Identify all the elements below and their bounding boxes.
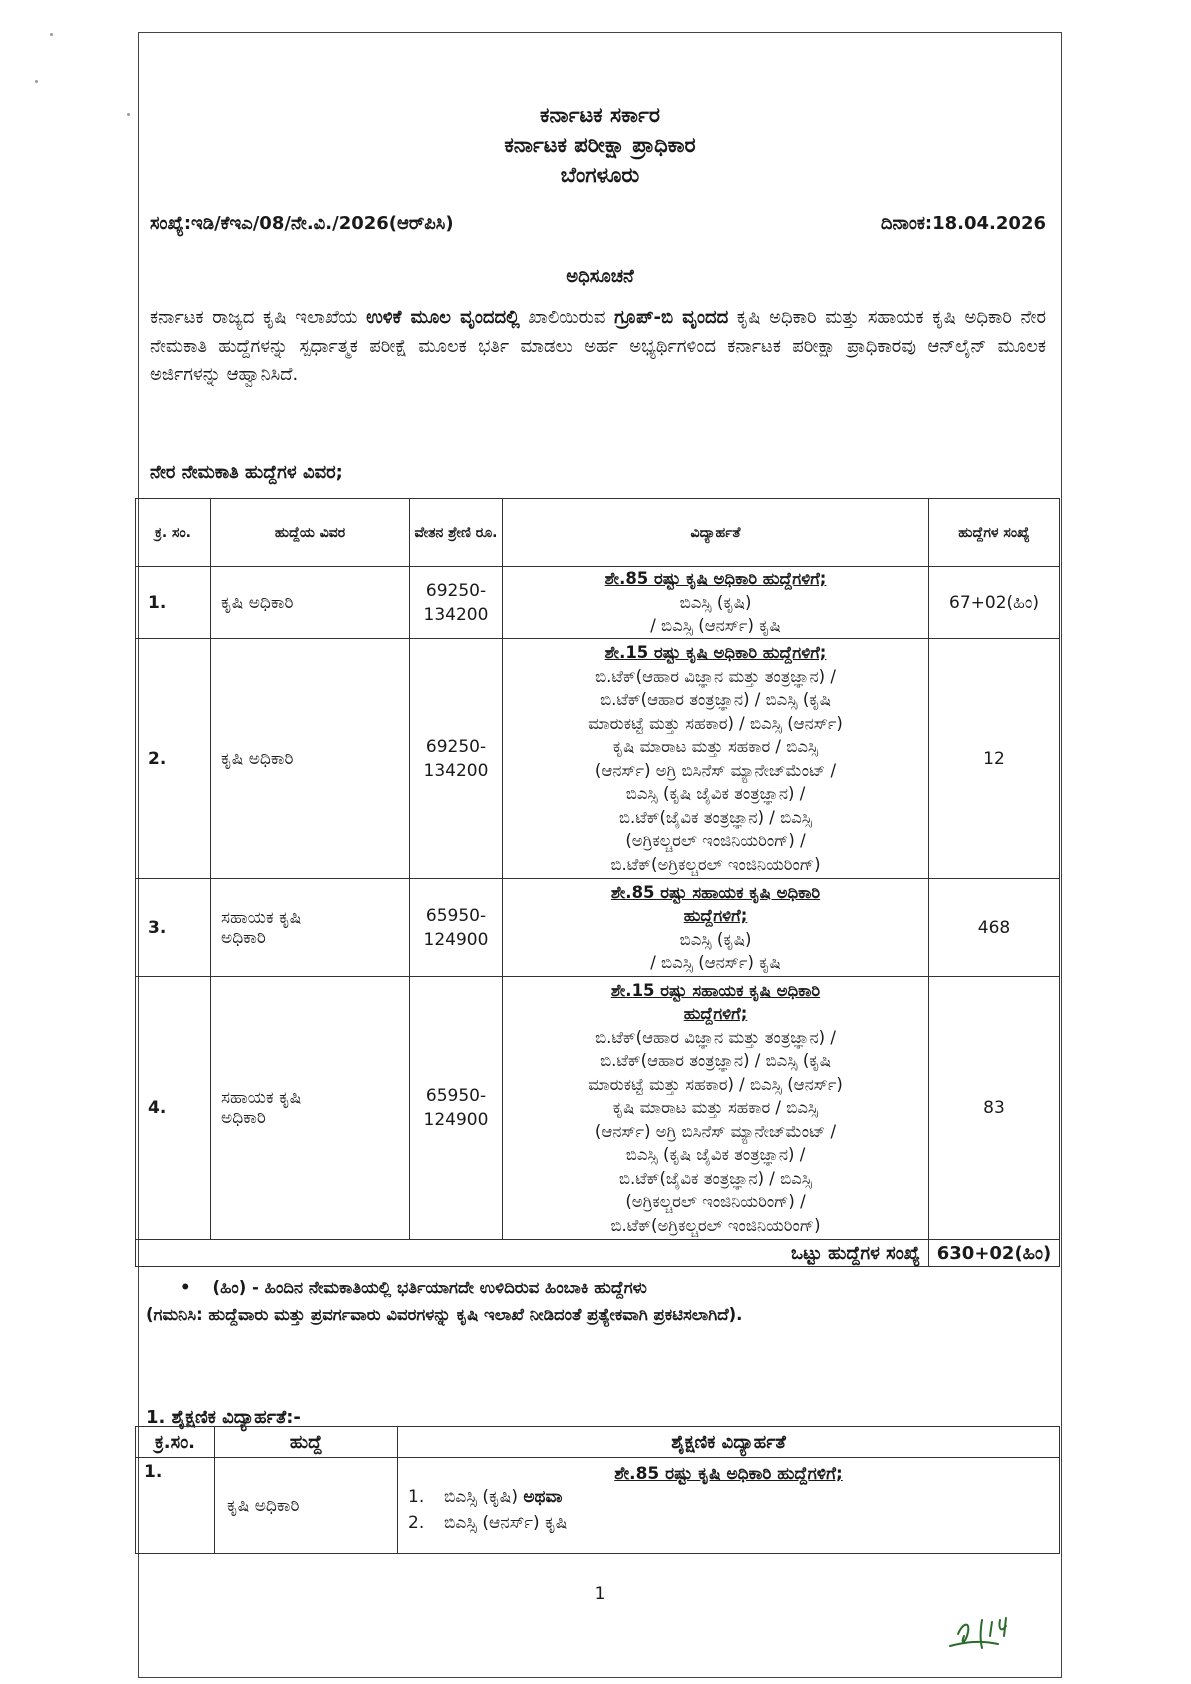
qualification-line: ಕೃಷಿ ಮಾರಾಟ ಮತ್ತು ಸಹಕಾರ / ಬಿಎಸ್ಸಿ — [612, 737, 819, 756]
pay-max: 134200 — [423, 604, 489, 625]
table-row — [136, 879, 1060, 977]
notification-date: ದಿನಾಂಕ:18.04.2026 — [880, 213, 1046, 234]
qualification-line: / ಬಿಎಸ್ಸಿ (ಆನರ್ಸ್) ಕೃಷಿ — [650, 616, 781, 636]
qualification-line: ಬಿ.ಟೆಕ್(ಜೈವಿಕ ತಂತ್ರಜ್ಞಾನ) / ಬಿಎಸ್ಸಿ — [618, 1168, 813, 1188]
qualification-line: ಬಿ.ಟೆಕ್(ಆಹಾರ ವಿಜ್ಞಾನ ಮತ್ತು ತಂತ್ರಜ್ಞಾನ) / — [595, 1027, 836, 1047]
qualification-line: (ಅಗ್ರಿಕಲ್ಚರಲ್ ಇಂಜಿನಿಯರಿಂಗ್) / — [625, 831, 806, 850]
qualification-line: ಬಿ.ಟೆಕ್(ಆಹಾರ ವಿಜ್ಞಾನ ಮತ್ತು ತಂತ್ರಜ್ಞಾನ) / — [595, 666, 836, 686]
table-row — [136, 567, 1060, 639]
reference-number: ಸಂಖ್ಯೆ:ಇಡಿ/ಕೆಇಎ/08/ನೇ.ವಿ./2026(ಆರ್‌ಪಿಸಿ) — [150, 213, 454, 234]
notification-title: ಅಧಿಸೂಚನೆ — [566, 266, 634, 287]
row-sno: 2. — [136, 639, 211, 879]
row-count: 12 — [929, 639, 1060, 879]
qualification-line: ಕೃಷಿ ಮಾರಾಟ ಮತ್ತು ಸಹಕಾರ / ಬಿಎಸ್ಸಿ — [612, 1098, 819, 1118]
education-row — [136, 1458, 1060, 1554]
pay-max: 124900 — [423, 1110, 489, 1130]
section-title: ನೇರ ನೇಮಕಾತಿ ಹುದ್ದೆಗಳ ವಿವರ; — [150, 462, 343, 483]
intro-text-2: ಖಾಲಿಯಿರುವ — [519, 307, 615, 328]
qualification-line: ಮಾರುಕಟ್ಟೆ ಮತ್ತು ಸಹಕಾರ) / ಬಿಎಸ್ಸಿ (ಆನರ್ಸ್) — [588, 713, 843, 733]
qualification-heading: ಹುದ್ದೆಗಳಿಗೆ; — [683, 906, 748, 925]
qualification-line: / ಬಿಎಸ್ಸಿ (ಆನರ್ಸ್) ಕೃಷಿ — [650, 953, 781, 972]
pay-min: 69250- — [425, 580, 487, 601]
qualification-line: (ಆನರ್ಸ್) ಅಗ್ರಿ ಬಿಸಿನೆಸ್ ಮ್ಯಾನೇಜ್‌ಮೆಂಟ್ / — [594, 1121, 837, 1141]
signature-icon — [920, 1606, 1030, 1666]
pay-min: 65950- — [425, 1086, 487, 1106]
item-text: ಬಿಎಸ್ಸಿ (ಆನರ್ಸ್) ಕೃಷಿ — [444, 1513, 568, 1533]
table-row — [136, 639, 1060, 879]
qualification-heading: ಶೇ.15 ರಷ್ಟು ಕೃಷಿ ಅಧಿಕಾರಿ ಹುದ್ದೆಗಳಿಗೆ; — [604, 643, 827, 662]
qualification-line: ಬಿ.ಟೆಕ್(ಅಗ್ರಿಕಲ್ಚರಲ್ ಇಂಜಿನಿಯರಿಂಗ್) — [610, 854, 821, 874]
row-post — [211, 879, 410, 977]
intro-text-1: ಕರ್ನಾಟಕ ರಾಜ್ಯದ ಕೃಷಿ ಇಲಾಖೆಯ — [150, 307, 367, 328]
pay-max: 134200 — [423, 760, 489, 781]
edu-qualification-item — [398, 1510, 1059, 1536]
intro-bold-2: ಗ್ರೂಪ್-ಬಿ ವೃಂದದ — [614, 307, 729, 328]
header-qualification: ವಿದ್ಯಾರ್ಹತೆ — [503, 499, 929, 567]
edu-row-post: ಕೃಷಿ ಅಧಿಕಾರಿ — [215, 1458, 398, 1554]
row-post — [211, 977, 410, 1240]
city-title: ಬೆಂಗಳೂರು — [560, 163, 640, 187]
scan-speck — [50, 33, 53, 36]
qualification-heading: ಹುದ್ದೆಗಳಿಗೆ; — [683, 1004, 748, 1024]
government-title: ಕರ್ನಾಟಕ ಸರ್ಕಾರ — [540, 103, 660, 127]
pay-min: 65950- — [425, 905, 487, 926]
pay-max: 124900 — [423, 929, 489, 950]
header-pay: ವೇತನ ಶ್ರೇಣಿ ರೂ. — [410, 499, 503, 567]
row-count: 468 — [929, 879, 1060, 977]
row-pay — [410, 567, 503, 639]
row-pay — [410, 879, 503, 977]
row-count: 83 — [929, 977, 1060, 1240]
row-sno: 4. — [136, 977, 211, 1240]
pay-min: 69250- — [425, 736, 487, 757]
intro-text-3: ಕೃಷಿ ಅಧಿಕಾರಿ ಮತ್ತು ಸಹಾಯಕ ಕೃಷಿ ಅಧಿಕಾರಿ ನೇರ ನೇಮಕಾತಿ ಹುದ್ದೆಗಳನ್ನು ಸ್ಪರ್ಧಾತ್ಮಕ ಪರೀಕ್ಷೆ ಮೂಲಕ ಭರ್ತಿ ಮಾಡಲು ಅರ್ಹ ಅಭ್ಯರ್ಥಿಗಳಿಂದ ಕರ್ನಾಟಕ ಪರೀಕ್ಷಾ ಪ್ರಾಧಿಕಾರವು ಆನ್‌ಲೈನ್ ಮೂಲಕ ಅರ್ಜಿಗಳನ್ನು ಆಹ್ವಾನಿಸಿದೆ. — [150, 307, 1046, 385]
header-post: ಹುದ್ದೆಯ ವಿವರ — [211, 499, 410, 567]
row-post: ಕೃಷಿ ಅಧಿಕಾರಿ — [211, 639, 410, 879]
total-value: 630+02(ಹಿಂ) — [929, 1240, 1060, 1267]
item-number: 1. — [408, 1487, 425, 1507]
intro-paragraph — [150, 304, 1046, 390]
post-line: ಸಹಾಯಕ ಕೃಷಿ — [221, 907, 302, 928]
edu-qualification-item — [398, 1484, 1059, 1510]
qualification-line: ಬಿಎಸ್ಸಿ (ಕೃಷಿ) — [679, 929, 752, 949]
row-pay — [410, 977, 503, 1240]
letterhead — [138, 100, 1062, 190]
qualification-line: ಬಿ.ಟೆಕ್(ಜೈವಿಕ ತಂತ್ರಜ್ಞಾನ) / ಬಿಎಸ್ಸಿ — [618, 807, 813, 827]
qualification-heading: ಶೇ.85 ರಷ್ಟು ಕೃಷಿ ಅಧಿಕಾರಿ ಹುದ್ದೆಗಳಿಗೆ; — [604, 569, 827, 589]
page-number: 1 — [594, 1584, 606, 1604]
education-header-row — [136, 1427, 1060, 1458]
bullet-icon: • — [180, 1278, 191, 1297]
qualification-line: (ಅಗ್ರಿಕಲ್ಚರಲ್ ಇಂಜಿನಿಯರಿಂಗ್) / — [625, 1192, 806, 1212]
qualification-heading: ಶೇ.15 ರಷ್ಟು ಸಹಾಯಕ ಕೃಷಿ ಅಧಿಕಾರಿ — [610, 980, 821, 1000]
table-row — [136, 977, 1060, 1240]
reference-line — [150, 213, 1046, 234]
row-qualification — [503, 567, 929, 639]
row-post: ಕೃಷಿ ಅಧಿಕಾರಿ — [211, 567, 410, 639]
table-header-row — [136, 499, 1060, 567]
header-sno: ಕ್ರ. ಸಂ. — [136, 499, 211, 567]
posts-table — [135, 498, 1060, 1267]
authority-title: ಕರ್ನಾಟಕ ಪರೀಕ್ಷಾ ಪ್ರಾಧಿಕಾರ — [504, 133, 696, 157]
qualification-line: ಬಿ.ಟೆಕ್(ಅಗ್ರಿಕಲ್ಚರಲ್ ಇಂಜಿನಿಯರಿಂಗ್) — [610, 1215, 821, 1235]
scan-speck — [35, 80, 38, 83]
edu-row-qualification — [398, 1458, 1060, 1554]
post-line: ಸಹಾಯಕ ಕೃಷಿ — [221, 1088, 302, 1108]
row-qualification — [503, 879, 929, 977]
edu-header-post: ಹುದ್ದೆ — [215, 1427, 398, 1458]
edu-row-sno: 1. — [136, 1458, 215, 1554]
qualification-line: ಮಾರುಕಟ್ಟೆ ಮತ್ತು ಸಹಕಾರ) / ಬಿಎಸ್ಸಿ (ಆನರ್ಸ್) — [588, 1074, 843, 1094]
post-line: ಅಧಿಕಾರಿ — [221, 1108, 266, 1128]
edu-header-qualification: ಶೈಕ್ಷಣಿಕ ವಿದ್ಯಾರ್ಹತೆ — [398, 1427, 1060, 1458]
header-count: ಹುದ್ದೆಗಳ ಸಂಖ್ಯೆ — [929, 499, 1060, 567]
backlog-note-text: (ಹಿಂ) - ಹಿಂದಿನ ನೇಮಕಾತಿಯಲ್ಲಿ ಭರ್ತಿಯಾಗದೇ ಉಳಿದಿರುವ ಹಿಂಬಾಕಿ ಹುದ್ದೆಗಳು — [212, 1278, 647, 1297]
qualification-line: ಬಿಎಸ್ಸಿ (ಕೃಷಿ ಜೈವಿಕ ತಂತ್ರಜ್ಞಾನ) / — [625, 1145, 806, 1165]
intro-bold-1: ಉಳಿಕೆ ಮೂಲ ವೃಂದದಲ್ಲಿ — [366, 307, 520, 328]
education-table — [135, 1426, 1060, 1554]
total-row — [136, 1240, 1060, 1267]
qualification-line: (ಆನರ್ಸ್) ಅಗ್ರಿ ಬಿಸಿನೆಸ್ ಮ್ಯಾನೇಜ್‌ಮೆಂಟ್ / — [594, 760, 837, 780]
qualification-line: ಬಿಎಸ್ಸಿ (ಕೃಷಿ ಜೈವಿಕ ತಂತ್ರಜ್ಞಾನ) / — [625, 784, 806, 803]
scan-speck — [127, 113, 130, 116]
row-qualification — [503, 639, 929, 879]
qualification-heading: ಶೇ.85 ರಷ್ಟು ಸಹಾಯಕ ಕೃಷಿ ಅಧಿಕಾರಿ — [610, 882, 821, 902]
edu-qualification-heading: ಶೇ.85 ರಷ್ಟು ಕೃಷಿ ಅಧಿಕಾರಿ ಹುದ್ದೆಗಳಿಗೆ; — [614, 1464, 843, 1484]
total-label: ಒಟ್ಟು ಹುದ್ದೆಗಳ ಸಂಖ್ಯೆ — [136, 1240, 929, 1267]
row-count: 67+02(ಹಿಂ) — [929, 567, 1060, 639]
row-sno: 1. — [136, 567, 211, 639]
row-sno: 3. — [136, 879, 211, 977]
post-line: ಅಧಿಕಾರಿ — [221, 927, 266, 948]
item-text: ಬಿಎಸ್ಸಿ (ಕೃಷಿ) — [444, 1487, 524, 1507]
edu-header-sno: ಕ್ರ.ಸಂ. — [136, 1427, 215, 1458]
qualification-line: ಬಿಎಸ್ಸಿ (ಕೃಷಿ) — [679, 592, 752, 612]
item-or: ಅಥವಾ — [523, 1487, 563, 1507]
remark-note: (ಗಮನಿಸಿ: ಹುದ್ದೆವಾರು ಮತ್ತು ಪ್ರವರ್ಗವಾರು ವಿವರಗಳನ್ನು ಕೃಷಿ ಇಲಾಖೆ ನೀಡಿದಂತೆ ಪ್ರತ್ಯೇಕವಾಗಿ ಪ್ರಕಟಿಸಲಾಗಿದೆ). — [146, 1305, 743, 1324]
education-section-title: 1. ಶೈಕ್ಷಣಿಕ ವಿದ್ಯಾರ್ಹತೆ:- — [146, 1407, 301, 1428]
backlog-note — [180, 1278, 647, 1298]
qualification-line: ಬಿ.ಟೆಕ್(ಆಹಾರ ತಂತ್ರಜ್ಞಾನ) / ಬಿಎಸ್ಸಿ (ಕೃಷಿ — [600, 690, 831, 709]
qualification-line: ಬಿ.ಟೆಕ್(ಆಹಾರ ತಂತ್ರಜ್ಞಾನ) / ಬಿಎಸ್ಸಿ (ಕೃಷಿ — [600, 1051, 831, 1071]
row-qualification — [503, 977, 929, 1240]
row-pay — [410, 639, 503, 879]
item-number: 2. — [408, 1513, 425, 1533]
